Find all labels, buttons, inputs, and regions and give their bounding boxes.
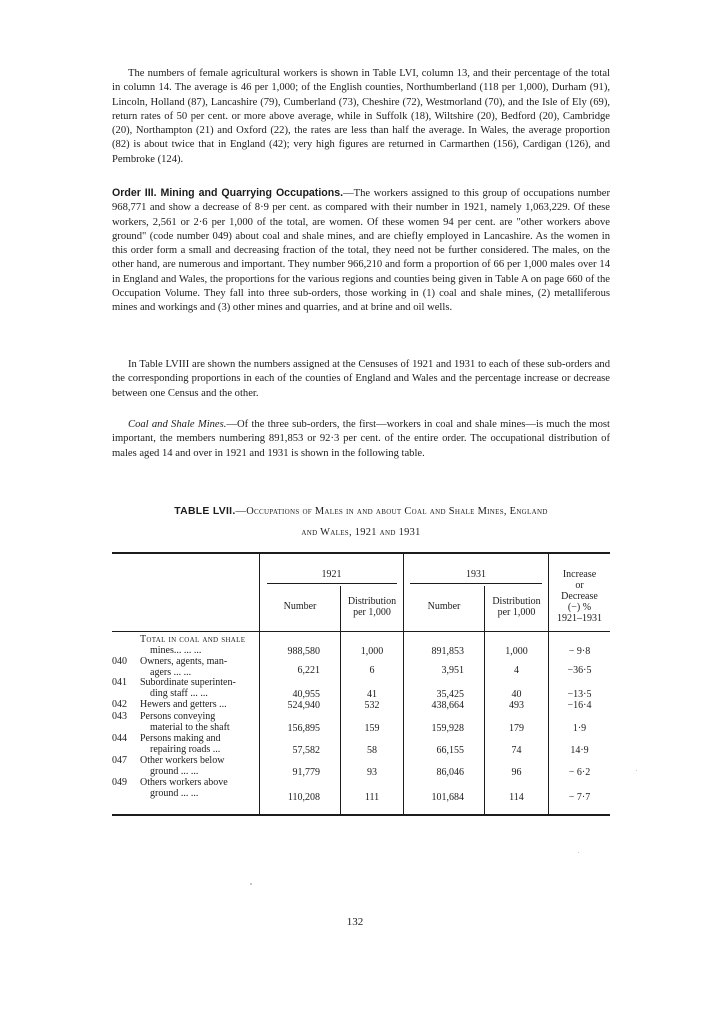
row-label: Subordinate superinten- xyxy=(140,677,236,688)
cell-change: 1·9 xyxy=(572,723,587,734)
cell-change: −16·4 xyxy=(567,700,592,711)
header-distribution-1921: Distribution xyxy=(347,596,397,607)
row-label: Hewers and getters ... xyxy=(140,699,227,710)
order-iii-body: —The workers assigned to this group of occupations number 968,771 and show a decrease of 8·9 per cent. as compared with their number in 1921, namely 1,063,229. Of these workers, 2,561 or 2·6 per 1,000 of the total, are women. Of these women 94 per cent. are "other workers above ground" (code number 049) about coal and shale mines, and are chiefly employed in Lancashire. As the women in this order form a small and decreasing fraction of the total, they need not be further considered. The males, on the other hand, are numerous and important. They number 966,210 and form a proportion of 66 per 1,000 males over 14 in England and Wales, the proportions for the various regions and counties being given in Table A on page 660 of the Occupation Volume. They fall into three sub-orders, those working in (1) coal and shale mines, (2) metalliferous mines and workings and (3) other mines and quarries, and at brine and oil wells. xyxy=(112,188,611,314)
header-number-1931: Number xyxy=(427,601,461,612)
header-distribution-1931: Distribution xyxy=(492,596,541,607)
cell-change: − 6·2 xyxy=(568,767,591,778)
row-label-cont: mines... ... ... xyxy=(150,645,202,656)
page-number: 132 xyxy=(346,916,364,928)
paragraph-coal-shale xyxy=(112,418,610,461)
cell-distribution-1931: 1,000 xyxy=(505,646,528,657)
cell-number-1931: 66,155 xyxy=(436,745,464,756)
cell-number-1921: 524,940 xyxy=(287,700,320,711)
cell-distribution-1921: 159 xyxy=(364,723,380,734)
cell-change: − 7·7 xyxy=(568,792,591,803)
header-1921: 1921 xyxy=(321,569,342,580)
header-change-1: Increase xyxy=(562,569,597,580)
header-change-3: Decrease xyxy=(561,591,598,602)
cell-distribution-1931: 74 xyxy=(511,745,522,756)
row-code: 040 xyxy=(112,656,127,667)
row-code: 043 xyxy=(112,711,127,722)
row-code: 044 xyxy=(112,733,127,744)
paper-speck xyxy=(578,852,579,853)
row-code: 042 xyxy=(112,699,127,710)
cell-distribution-1931: 493 xyxy=(509,700,524,711)
cell-distribution-1921: 6 xyxy=(369,665,375,676)
cell-number-1931: 35,425 xyxy=(436,689,464,700)
header-number-1921: Number xyxy=(283,601,317,612)
cell-number-1921: 40,955 xyxy=(292,689,320,700)
cell-number-1931: 159,928 xyxy=(431,723,464,734)
table-title-line-2 xyxy=(112,526,610,540)
header-1931: 1931 xyxy=(466,569,486,580)
coal-shale-heading: Coal and Shale Mines. xyxy=(128,419,227,430)
cell-change: −36·5 xyxy=(567,665,592,676)
row-code: 047 xyxy=(112,755,127,766)
table-divider xyxy=(403,554,404,814)
table-bottom-rule xyxy=(112,814,610,816)
paper-speck xyxy=(636,770,637,771)
header-per-1000-1931: per 1,000 xyxy=(497,607,536,618)
row-label-cont: ding staff ... ... xyxy=(150,688,208,699)
table-title-lead: TABLE LVII. xyxy=(174,506,236,517)
row-label: Owners, agents, man- xyxy=(140,656,228,667)
row-label: Persons conveying xyxy=(140,711,216,722)
cell-distribution-1921: 1,000 xyxy=(360,646,384,657)
cell-distribution-1931: 4 xyxy=(514,665,519,676)
order-iii-heading: Order III. Mining and Quarrying Occupations. xyxy=(112,187,344,199)
cell-number-1921: 110,208 xyxy=(287,792,320,803)
cell-distribution-1931: 96 xyxy=(511,767,522,778)
row-label-cont: agers ... ... xyxy=(150,667,192,678)
paper-speck xyxy=(250,883,252,885)
cell-number-1921: 57,582 xyxy=(292,745,320,756)
row-code: 049 xyxy=(112,777,127,788)
span-rule-1931 xyxy=(410,583,542,584)
table-top-rule xyxy=(112,552,610,554)
cell-number-1931: 438,664 xyxy=(431,700,464,711)
table-title-rest: —Occupations of Males in and about Coal and Shale Mines, England xyxy=(235,506,548,517)
coal-shale-body: —Of the three sub-orders, the first—workers in coal and shale mines—is much the most important, the members numbering 891,853 or 92·3 per cent. of the entire order. The occupational distribution of males aged 14 and over in 1921 and 1931 is shown in the following table. xyxy=(112,419,610,459)
span-rule-1921 xyxy=(267,583,397,584)
cell-number-1921: 6,221 xyxy=(297,665,320,676)
cell-number-1921: 156,895 xyxy=(287,723,320,734)
cell-number-1921: 988,580 xyxy=(287,646,320,657)
cell-distribution-1921: 41 xyxy=(367,689,377,700)
header-change-4: (−) % xyxy=(567,602,592,613)
row-label: Total in coal and shale xyxy=(140,634,246,645)
occupations-table xyxy=(112,552,610,817)
table-header-rule xyxy=(112,631,610,632)
cell-change: −13·5 xyxy=(567,689,592,700)
paragraph-order-iii xyxy=(112,186,610,316)
table-title-line-1 xyxy=(112,505,610,519)
cell-change: 14·9 xyxy=(570,745,589,756)
row-label-cont: repairing roads ... xyxy=(150,744,221,755)
cell-distribution-1931: 179 xyxy=(509,723,524,734)
cell-distribution-1921: 93 xyxy=(367,767,377,778)
paragraph-table-lviii: In Table LVIII are shown the numbers assigned at the Censuses of 1921 and 1931 to each of these sub-orders and the corresponding proportions in each of the counties of England and Wales and the percentage increase or decrease between one Census and the other. xyxy=(112,359,610,399)
row-code: 041 xyxy=(112,677,127,688)
cell-change: − 9·8 xyxy=(568,646,591,657)
header-per-1000-1921: per 1,000 xyxy=(353,607,391,618)
cell-number-1931: 891,853 xyxy=(431,646,464,657)
cell-distribution-1921: 111 xyxy=(364,792,380,803)
cell-number-1921: 91,779 xyxy=(292,767,320,778)
cell-number-1931: 101,684 xyxy=(431,792,464,803)
cell-number-1931: 86,046 xyxy=(436,767,464,778)
header-change-5: 1921–1931 xyxy=(557,613,602,624)
row-label: Persons making and xyxy=(140,733,221,744)
cell-distribution-1931: 114 xyxy=(509,792,524,803)
header-change-2: or xyxy=(575,580,584,591)
cell-number-1931: 3,951 xyxy=(441,665,464,676)
table-title-rest-2: and Wales, 1921 and 1931 xyxy=(301,527,421,538)
cell-distribution-1931: 40 xyxy=(511,689,522,700)
table-row xyxy=(112,778,258,802)
cell-distribution-1921: 58 xyxy=(367,745,377,756)
row-label-cont: material to the shaft xyxy=(150,722,230,733)
cell-distribution-1921: 532 xyxy=(364,700,380,711)
row-label-cont: ground ... ... xyxy=(150,788,199,799)
row-label-cont: ground ... ... xyxy=(150,766,199,777)
row-label: Other workers below xyxy=(140,755,225,766)
row-label: Others workers above xyxy=(140,777,228,788)
paragraph-female-agricultural: The numbers of female agricultural workers is shown in Table LVI, column 13, and their percentage of the total in column 14. The average is 46 per 1,000; of the English counties, Northumberland (118 per 1,000), Durham (91), Lincoln, Holland (87), Lancashire (79), Cumberland (73), Cheshire (72), Westmorland (70), and the Isle of Ely (69), return rates of 50 per cent. or more above average, while in Suffolk (18), Wiltshire (20), Bedford (20), Cambridge (20), Northampton (21) and Oxford (22), the rates are less than half the average. In Wales, the average proportion (82) is about twice that in England (42); very high figures are returned in Carmarthen (156), Cardigan (126), and Pembroke (124). xyxy=(112,68,610,165)
